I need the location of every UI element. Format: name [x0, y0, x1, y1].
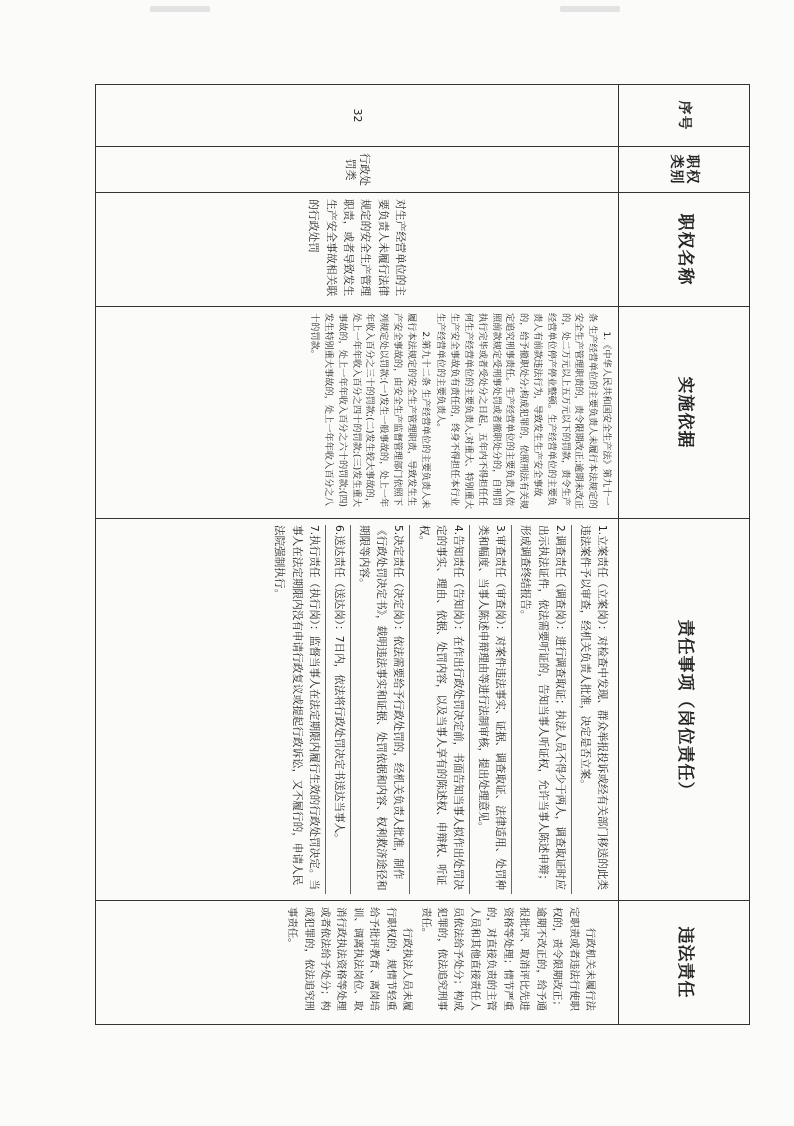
table-row [96, 85, 619, 1025]
duty-item: 7.执行责任（执行岗）：监督当事人在法定期限内履行生效的行政处罚决定。当事人在法定期限内没有申请行政复议或提起行政诉讼，又不履行的，申请人民法院强制执行。 [273, 525, 320, 890]
power-list-table [95, 84, 750, 1025]
header-name: 职权名称 [619, 193, 750, 307]
header-liability: 违法责任 [619, 901, 750, 1025]
basis-paragraph: 2.第九十二条 生产经营单位的主要负责人未履行本法规定的安全生产管理职责，导致发生生产安全事故的，由安全生产监督管理部门依照下列规定处以罚款:(一)发生一般事故的，处上一年年收入百分之三十的罚款;(二)发生较大事故的，处上一年年收入百分之四十的罚款;(三)发生重大事故的，处上一年年收入百分之六十的罚款;(四)发生特别重大事故的，处上一年年收入百分之八十的罚款。 [309, 313, 431, 509]
duty-item: 6.送达责任（送达岗）：7日内，依法将行政处罚决定书送达当事人。 [325, 525, 350, 894]
header-seq: 序号 [619, 85, 750, 147]
basis-paragraph: 1.《中华人民共和国安全生产法》第九十一条 生产经营单位的主要负责人未履行本法规定的安全生产管理职责的，责令限期改正;逾期未改正的，处二万元以上五万元以下的罚款，责令生产经营单位停产停业整顿。生产经营单位的主要负责人有前款违法行为，导致发生生产安全事故的，给予撤职处分;构成犯罪的，依照刑法有关规定追究刑事责任。生产经营单位的主要负责人依照前款规定受刑事处罚或者撤职处分的，自刑罚执行完毕或者受处分之日起，五年内不得担任任何生产经营单位的主要负责人;对重大、特别重大生产安全事故负有责任的，终身不得担任本行业生产经营单位的主要负责人。 [435, 313, 612, 510]
rotated-table-page [95, 84, 750, 1024]
cell-category: 行政处罚类 [96, 147, 619, 193]
cell-seq: 32 [96, 85, 619, 147]
duty-item: 4.告知责任（告知岗）：在作出行政处罚决定前，书面告知当事人拟作出处罚决定的事实、理由、依据、处罚内容，以及当事人享有的陈述权、申辩权、听证权。 [409, 525, 468, 894]
cell-duties [96, 519, 619, 901]
cell-basis [96, 307, 619, 519]
header-basis: 实施依据 [619, 307, 750, 519]
cell-liability [96, 901, 619, 1025]
header-category: 职权类别 [619, 147, 750, 193]
scan-smudge [150, 6, 210, 12]
liability-paragraph: 行政执法人员未履行职权的，规情节轻重给予批评教育、离岗培训、调离执法岗位、取消行政执法资格等处理或者依法给予处分；构成犯罪的，依法追究刑事责任。 [286, 907, 414, 1011]
liability-paragraph: 行政机关未履行法定职责或者违法行使职权的，责令限期改正；逾期不改正的，给予通报批评、取消评比先进资格等处理；情节严重的，对直接负责的主管人员和其他直接责任人员依法给予处分；构成犯罪的，依法追究刑事责任。 [419, 907, 596, 1011]
table-header-row [619, 85, 750, 1025]
header-duties: 责任事项（岗位责任） [619, 519, 750, 901]
scan-smudge [560, 6, 620, 12]
duty-item: 3.审查责任（审查岗）：对案件违法事实、证据、调查取证、法律适用、处罚种类和幅度、当事人陈述申辩理由等进行法制审核，提出处理意见。 [469, 525, 511, 894]
duty-item: 5.决定责任（决定岗）：依法需要给予行政处罚的，经机关负责人批准，制作《行政处罚决定书》，载明违法事实和证据、处罚依据和内容、权利救济途径和期限等内容。 [350, 525, 409, 894]
cell-name: 对生产经营单位的主要负责人未履行法律规定的安全生产管理职责，或者导致发生生产安全事故相关联的行政处罚 [96, 193, 619, 307]
duty-item: 2.调查责任（调查岗）：进行调查取证；执法人员不得少于两人，调查取证时应出示执法证件，依法需要听证的，告知当事人听证权，允许当事人陈述申辩；形成调查终结报告。 [511, 525, 570, 894]
duty-item: 1.立案责任（立案岗）：对检查中发现、群众举报投诉或经有关部门移送的此类违法案件予以审查，经机关负责人批准，决定是否立案。 [571, 525, 613, 894]
